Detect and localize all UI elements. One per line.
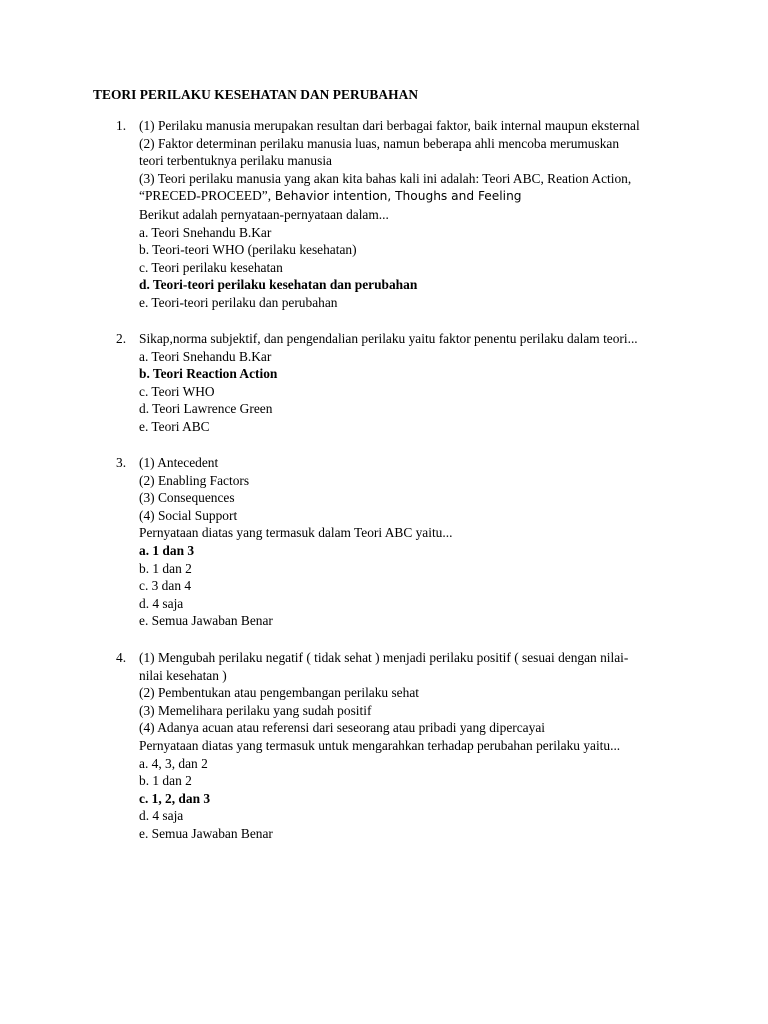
question-line: teori terbentuknya perilaku manusia: [139, 153, 332, 169]
question-stem: Berikut adalah pernyataan-pernyataan dalam...: [139, 206, 389, 222]
question-body: [139, 117, 679, 312]
option-b: b. Teori-teori WHO (perilaku kesehatan): [139, 242, 357, 258]
question-line: (4) Social Support: [139, 507, 238, 523]
question-body: [139, 649, 679, 843]
option-a: a. 4, 3, dan 2: [139, 755, 208, 771]
option-e: e. Semua Jawaban Benar: [139, 613, 273, 629]
question-line: (2) Enabling Factors: [139, 472, 250, 488]
question-line: (1) Antecedent: [139, 455, 219, 470]
option-c: c. Teori WHO: [139, 383, 215, 399]
option-a: a. Teori Snehandu B.Kar: [139, 348, 272, 364]
question-body: [139, 454, 679, 630]
question-line: Sikap,norma subjektif, dan pengendalian perilaku yaitu faktor penentu perilaku dalam teori...: [139, 331, 638, 346]
option-c-answer: c. 1, 2, dan 3: [139, 790, 211, 806]
option-e: e. Semua Jawaban Benar: [139, 825, 273, 841]
option-c: c. 3 dan 4: [139, 578, 192, 594]
option-e: e. Teori ABC: [139, 418, 210, 434]
option-d: d. 4 saja: [139, 595, 184, 611]
question-body: [139, 330, 679, 436]
question-number: 2.: [116, 331, 127, 346]
question-line-mixed: [139, 187, 679, 206]
question-number: 4.: [116, 650, 127, 665]
question-line: (2) Faktor determinan perilaku manusia luas, namun beberapa ahli mencoba merumuskan: [139, 135, 620, 151]
option-d: d. 4 saja: [139, 808, 184, 824]
question-line: (3) Consequences: [139, 490, 235, 506]
question-line: (1) Mengubah perilaku negatif ( tidak sehat ) menjadi perilaku positif ( sesuai dengan nilai-: [139, 650, 629, 665]
option-d-answer: d. Teori-teori perilaku kesehatan dan perubahan: [139, 277, 418, 293]
question-line: (2) Pembentukan atau pengembangan perilaku sehat: [139, 685, 419, 701]
question-line: (3) Memelihara perilaku yang sudah positif: [139, 702, 372, 718]
option-d: d. Teori Lawrence Green: [139, 401, 273, 417]
mixed-serif-text: “PRECED-PROCEED”,: [139, 188, 272, 204]
document-title: TEORI PERILAKU KESEHATAN DAN PERUBAHAN: [93, 87, 419, 102]
question-line: (1) Perilaku manusia merupakan resultan dari berbagai faktor, baik internal maupun eksternal: [139, 118, 640, 133]
question-stem: Pernyataan diatas yang termasuk dalam Teori ABC yaitu...: [139, 525, 453, 541]
question-number: 3.: [116, 455, 127, 470]
question-stem: Pernyataan diatas yang termasuk untuk mengarahkan terhadap perubahan perilaku yaitu...: [139, 737, 621, 753]
question-line: (4) Adanya acuan atau referensi dari seseorang atau pribadi yang dipercayai: [139, 720, 545, 736]
question-number: 1.: [116, 118, 127, 133]
option-b: b. 1 dan 2: [139, 773, 192, 789]
mixed-sans-text: Behavior intention, Thoughs and Feeling: [271, 189, 522, 204]
option-e: e. Teori-teori perilaku dan perubahan: [139, 294, 338, 310]
option-a-answer: a. 1 dan 3: [139, 542, 195, 558]
question-line: nilai kesehatan ): [139, 667, 227, 683]
option-b: b. 1 dan 2: [139, 560, 192, 576]
question-line: (3) Teori perilaku manusia yang akan kita bahas kali ini adalah: Teori ABC, Reation Action,: [139, 170, 632, 186]
option-a: a. Teori Snehandu B.Kar: [139, 224, 272, 240]
option-b-answer: b. Teori Reaction Action: [139, 366, 278, 382]
option-c: c. Teori perilaku kesehatan: [139, 259, 283, 275]
